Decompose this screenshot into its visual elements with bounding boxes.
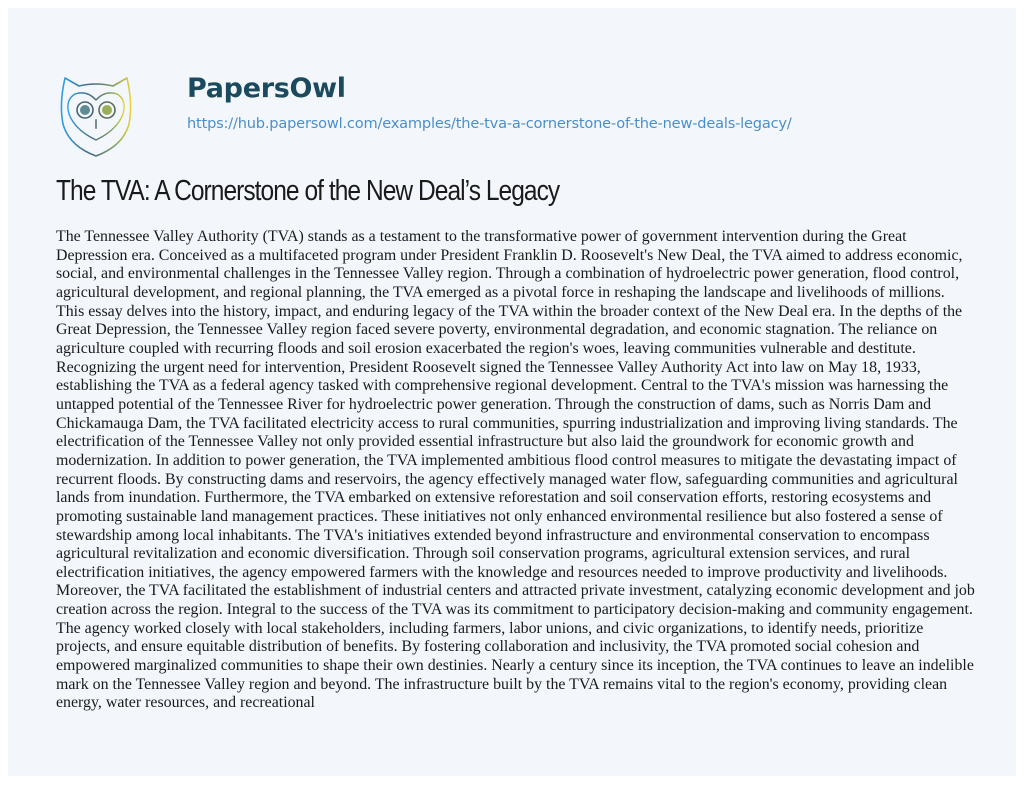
essay-body <box>56 228 986 713</box>
essay-preview-card <box>8 8 1016 776</box>
essay-line: agricultural development, and regional planning, the TVA emerged as a pivotal force in reshaping the landscape and livelihoods of millions. <box>56 283 945 301</box>
essay-line: mark on the Tennessee Valley region and beyond. The infrastructure built by the TVA remains vital to the region's economy, providing clean <box>56 675 948 693</box>
essay-line: untapped potential of the Tennessee River for hydroelectric power generation. Through the construction of dams, such as Norris Dam and <box>56 395 932 413</box>
essay-line: The Tennessee Valley Authority (TVA) stands as a testament to the transformative power of government intervention during the Great <box>56 228 907 245</box>
essay-line: promoting sustainable land management practices. These initiatives not only enhanced environmental resilience but also fostered a sense of <box>56 507 943 525</box>
essay-line: recurrent floods. By constructing dams and reservoirs, the agency effectively managed water flow, safeguarding communities and agricultural <box>56 470 958 488</box>
essay-line: creation across the region. Integral to the success of the TVA was its commitment to participatory decision-making and community engagement. <box>56 601 973 619</box>
essay-line: agriculture coupled with recurring floods and soil erosion exacerbated the region's woes, leaving communities vulnerable and destitute. <box>56 339 916 357</box>
essay-line: electrification initiatives, the agency empowered farmers with the knowledge and resources needed to improve productivity and livelihoods. <box>56 563 948 581</box>
essay-line: empowered marginalized communities to shape their own destinies. Nearly a century since its inception, the TVA continues to leave an indelible <box>56 657 974 675</box>
essay-line: stewardship among local inhabitants. The TVA's initiatives extended beyond infrastructure and environmental conservation to encompass <box>56 526 930 544</box>
essay-line: Chickamauga Dam, the TVA facilitated electricity access to rural communities, spurring industrialization and improving living standards. The <box>56 414 958 432</box>
essay-line: Great Depression, the Tennessee Valley region faced severe poverty, environmental degradation, and economic stagnation. The reliance on <box>56 321 938 339</box>
owl-logo-icon <box>57 74 135 160</box>
source-url-link[interactable]: https://hub.papersowl.com/examples/the-tva-a-cornerstone-of-the-new-deals-legacy/ <box>187 115 792 132</box>
essay-line: This essay delves into the history, impact, and enduring legacy of the TVA within the broader context of the New Deal era. In the depths of the <box>56 302 963 320</box>
essay-line: Moreover, the TVA facilitated the establishment of industrial centers and attracted private investment, catalyzing economic development and job <box>56 582 975 600</box>
essay-line: modernization. In addition to power generation, the TVA implemented ambitious flood control measures to mitigate the devastating impact of <box>56 451 957 469</box>
essay-line: energy, water resources, and recreational <box>56 694 315 712</box>
essay-line: The agency worked closely with local stakeholders, including farmers, labor unions, and civic organizations, to identify needs, prioritize <box>56 619 924 637</box>
brand-name: PapersOwl <box>187 73 346 104</box>
essay-line: lands from inundation. Furthermore, the TVA embarked on extensive reforestation and soil conservation efforts, restoring ecosystems and <box>56 489 932 507</box>
essay-line: social, and environmental challenges in the Tennessee Valley region. Through a combination of hydroelectric power generation, flood control, <box>56 265 960 283</box>
essay-line: establishing the TVA as a federal agency tasked with comprehensive regional development. Central to the TVA's mission was harnessing the <box>56 377 949 395</box>
site-header <box>57 74 792 160</box>
essay-title: The TVA: A Cornerstone of the New Deal’s Legacy <box>56 175 560 207</box>
essay-line: Recognizing the urgent need for intervention, President Roosevelt signed the Tennessee Valley Authority Act into law on May 18, 1933, <box>56 358 921 376</box>
essay-line: Depression era. Conceived as a multifaceted program under President Franklin D. Roosevelt's New Deal, the TVA aimed to address economic, <box>56 246 963 264</box>
brand-block <box>187 74 792 133</box>
essay-line: electrification of the Tennessee Valley not only provided essential infrastructure but also laid the groundwork for economic growth and <box>56 433 914 451</box>
essay-line: projects, and ensure equitable distribution of benefits. By fostering collaboration and inclusivity, the TVA promoted social cohesion and <box>56 638 920 656</box>
essay-line: agricultural revitalization and economic diversification. Through soil conservation programs, agricultural extension services, and rural <box>56 545 910 563</box>
